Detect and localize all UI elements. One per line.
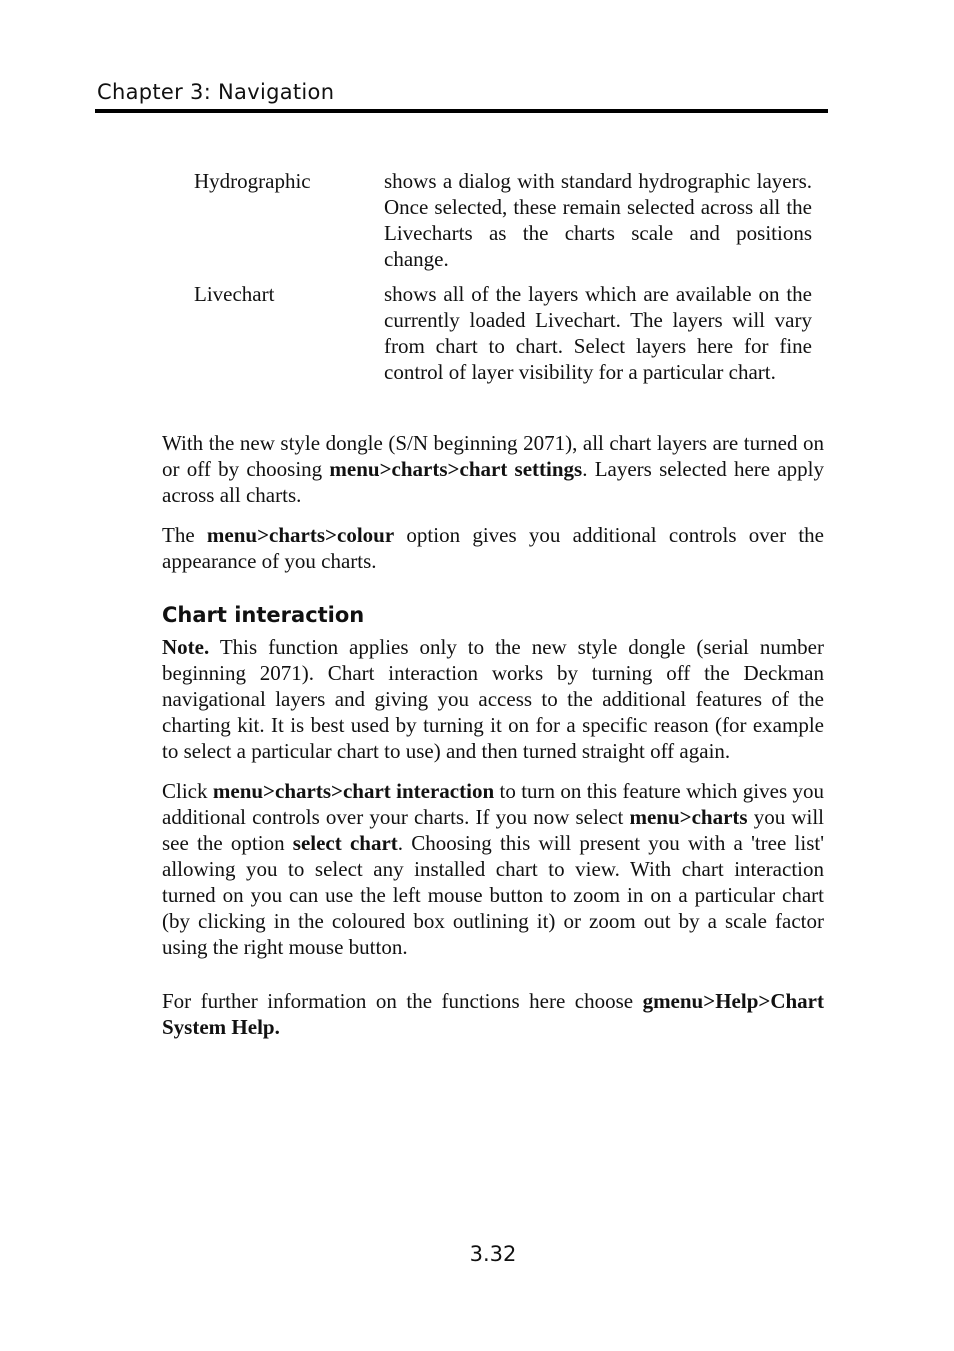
body-text <box>162 430 824 1054</box>
text-span: For further information on the functions here choose <box>162 989 643 1013</box>
spacer <box>162 974 824 988</box>
definition-term: Hydrographic <box>194 169 311 193</box>
text-span: Click <box>162 779 213 803</box>
definition-description: shows all of the layers which are available on the currently loaded Livechart. The layers will vary from chart to chart. Select layers here for fine control of layer visibility for a particular chart. <box>384 282 812 384</box>
paragraph-chart-settings <box>162 430 824 508</box>
menu-path: menu>charts <box>629 805 748 829</box>
text-span: With the new style dongle (S/N beginning 2071), all chart layers are turned on or off by choosing <box>162 431 824 481</box>
option-name: select chart <box>292 831 398 855</box>
text-span: you will see the option <box>162 805 825 855</box>
text-span: . Choosing this will present you with a 'tree list' allowing you to select any installed chart to view. With chart interaction turned on you can use the left mouse button to zoom in on a particular chart (by clicking in the coloured box outlining it) or zoom out by a scale factor using the right mouse button. <box>162 831 824 959</box>
text-span: The <box>162 523 207 547</box>
menu-path: menu>charts>chart interaction <box>212 779 495 803</box>
note-label: Note. <box>162 635 210 659</box>
section-heading: Chart interaction <box>162 603 365 627</box>
definition-row-hydrographic <box>194 168 812 272</box>
text-span: option gives you additional controls over the appearance of you charts. <box>162 523 824 573</box>
menu-path: gmenu>Help>Chart System Help. <box>162 989 824 1039</box>
menu-path: menu>charts>chart settings <box>329 457 583 481</box>
paragraph-note <box>162 634 824 764</box>
page-number: 3.32 <box>469 1242 517 1266</box>
menu-path: menu>charts>colour <box>206 523 395 547</box>
chapter-header: Chapter 3: Navigation <box>97 80 335 104</box>
text-span: . Layers selected here apply across all charts. <box>162 457 824 507</box>
definition-term: Livechart <box>194 282 275 306</box>
text-span: This function applies only to the new style dongle (serial number beginning 2071). Chart interaction works by turning off the Deckman navigational layers and giving you access to the additional features of the charting kit. It is best used by turning it on for a specific reason (for example to select a particular chart to use) and then turned straight off again. <box>162 635 824 763</box>
layer-definition-list <box>194 168 812 394</box>
paragraph-colour <box>162 522 824 574</box>
definition-description: shows a dialog with standard hydrographic layers. Once selected, these remain selected across all the Livecharts as the charts scale and positions change. <box>384 169 812 271</box>
paragraph-chart-interaction <box>162 778 824 960</box>
definition-row-livechart <box>194 281 812 385</box>
paragraph-further-info <box>162 988 824 1040</box>
text-span: to turn on this feature which gives you additional controls over your charts. If you now select <box>162 779 824 829</box>
header-rule <box>95 109 828 113</box>
